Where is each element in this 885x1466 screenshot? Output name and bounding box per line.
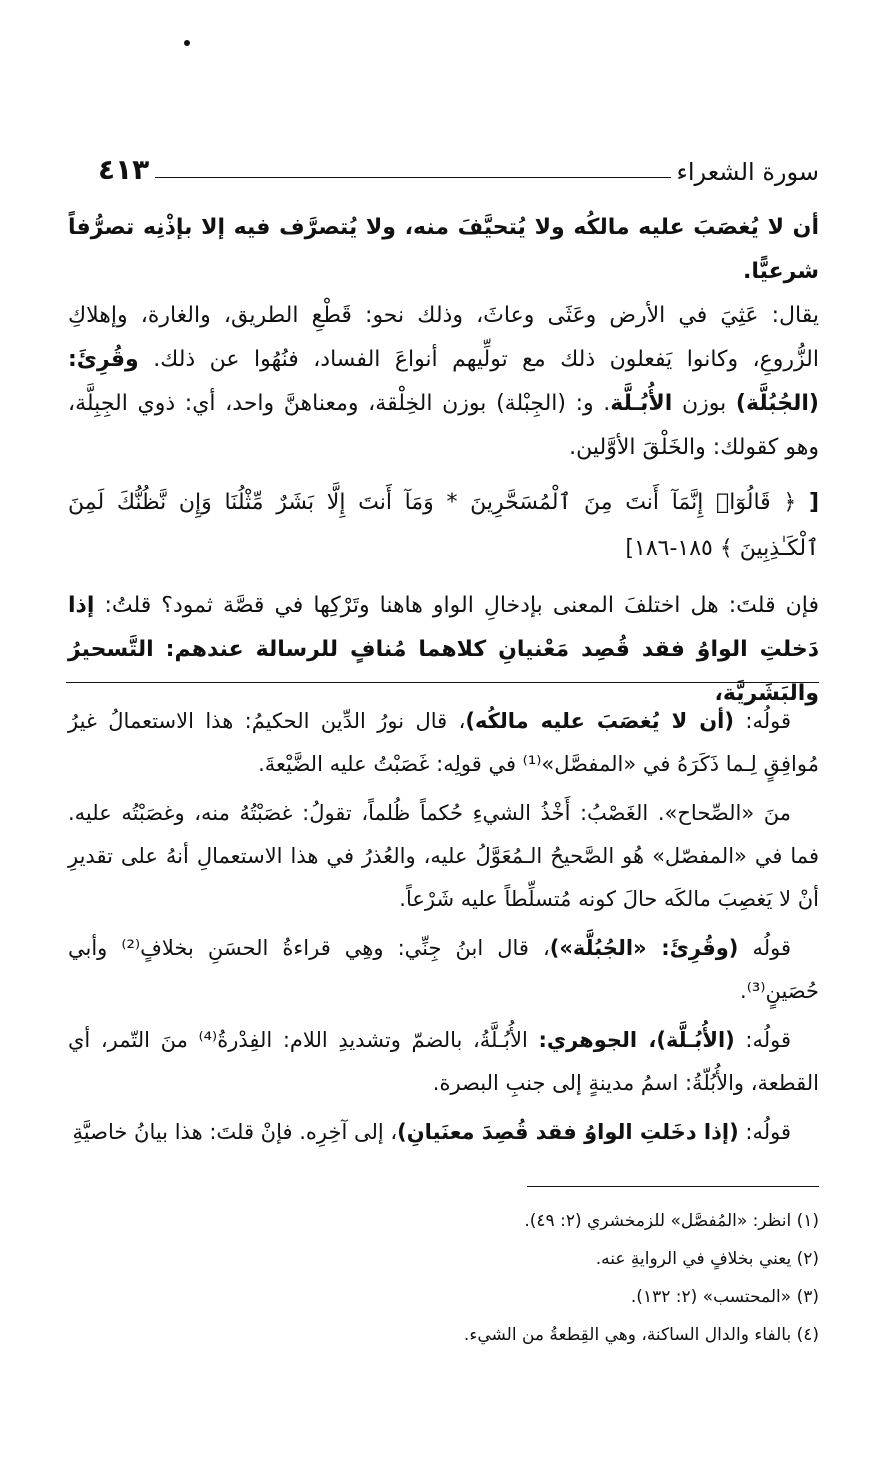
note-3-a: قولُه — [752, 936, 791, 960]
note-4-a: قولُه: — [745, 1028, 792, 1052]
verse-open-bracket: [ — [808, 490, 819, 515]
note-1-b: (أن لا يُغصَبَ عليه مالكُه) — [465, 709, 734, 733]
verse-text: ﴿ قَالُوٓا۟ إِنَّمَآ أَنتَ مِنَ ٱلْمُسَحَّرِينَ * وَمَآ أَنتَ إِلَّا بَشَرٌ مِّثْلُنَا وَإِن نَّظُنُّكَ لَمِنَ ٱلْكَـٰذِبِينَ ﴾ — [68, 490, 819, 561]
main-q-b: إذا دَخلتِ الواوُ فقد قُصِد مَعْنيانِ كلاهما مُنافٍ للرسالة عندهم: التَّسحيرُ والبَشَريَّة، — [68, 593, 819, 706]
main-text — [68, 206, 819, 716]
footnote-3: (٣) «المحتسب» (٢: ١٣٢). — [630, 1287, 819, 1307]
commentary — [68, 700, 819, 1160]
footnote-4: (٤) بالفاء والدال الساكنة، وهي القِطعةُ من الشيء. — [463, 1325, 819, 1345]
footnotes — [200, 1202, 819, 1354]
note-4 — [68, 1019, 819, 1105]
main-paragraph-3 — [68, 584, 819, 716]
main-p2-e: . و: (الجِبْلة) بوزن الخِلْقة، ومعناهنَّ واحد، أي: ذوي الجِبِلَّة، وهو كقولك: والخَلْقَ الأوَّلين. — [68, 391, 819, 460]
footnote-rule — [527, 1186, 819, 1187]
note-4-b: (الأُبُـلَّة)، الجوهري: — [538, 1028, 735, 1052]
main-p2-b: وقُرِئَ: (الجُبُلَّة) — [68, 347, 819, 416]
note-1-a: قولُه: — [745, 709, 791, 733]
running-header — [98, 146, 819, 186]
footnote-1: (١) انظر: «المُفصَّل» للزمخشري (٢: ٤٩). — [524, 1211, 819, 1231]
stray-dot — [184, 40, 190, 46]
quran-verse — [68, 480, 819, 572]
main-paragraph-1 — [68, 206, 819, 294]
note-1-c: ، قال نورُ الدِّين الحكيمُ: هذا الاستعمالُ غيرُ مُوافِقٍ لِـما ذَكَرَهُ في «المفصَّل»⁽¹⁾ في قولِه: غَصَبْتُ عليه الضَّيْعةَ. — [68, 709, 819, 776]
note-3 — [68, 927, 819, 1013]
note-3-c: ، قال ابنُ جِنِّي: وهِي قراءةُ الحسَنِ بخلافٍ⁽²⁾ وأبي حُصَينٍ⁽³⁾. — [68, 936, 819, 1003]
note-2-text: منَ «الصِّحاح». الغَصْبُ: أَخْذُ الشيءِ حُكماً ظُلماً، تقولُ: غصَبْتُهُ منه، وغصَبْتُه عليه. فما في «المفصّل» هُو الصَّحيحُ الـمُعَوَّلُ عليه، والعُذرُ في هذا الاستعمالِ أنهُ على تقديرِ أنْ لا يَغصِبَ مالكَه حالَ كونه مُتسلِّطاً عليه شَرْعاً. — [68, 801, 819, 911]
note-5 — [68, 1111, 819, 1154]
main-p1-bold: أن لا يُغصَبَ عليه مالكُه ولا يُتحيَّفَ منه، ولا يُتصرَّف فيه إلا بإذْنِه تصرُّفاً شرعيًّا. — [68, 215, 819, 284]
main-p2-d: الأُبُـلَّة — [610, 391, 673, 416]
main-p2-c: بوزن — [681, 391, 727, 416]
main-p2-a: يقال: عَثِيَ في الأرض وعَثَى وعاثَ، وذلك نحو: قَطْعِ الطريق، والغارة، وإهلاكِ الزُّروعِ، وكانوا يَفعلون ذلك مع تولِّيهم أنواعَ الفساد، فنُهُوا عن ذلك. — [68, 303, 819, 372]
note-4-c: الأُبُـلَّةُ، بالضمّ وتشديدِ اللام: الفِدْرةُ⁽⁴⁾ منَ التّمر، أي القطعة، والأُبُلّةُ: اسمُ مدينةٍ إلى جنبِ البصرة. — [68, 1028, 819, 1095]
note-3-b: (وقُرِئَ: «الجُبُلَّة») — [549, 936, 739, 960]
note-1 — [68, 700, 819, 786]
note-2 — [68, 792, 819, 921]
commentary-divider — [66, 682, 819, 683]
main-paragraph-2 — [68, 294, 819, 470]
verse-reference: ١٨٥-١٨٦] — [625, 536, 713, 561]
note-5-c: ، إلى آخِرِه. فإنْ قلتَ: هذا بيانُ خاصيَّةِ — [72, 1120, 398, 1144]
surah-title: سورة الشعراء — [676, 158, 819, 186]
page-number: ٤١٣ — [98, 153, 150, 186]
header-rule — [155, 177, 670, 178]
note-5-a: قولُه: — [745, 1120, 791, 1144]
note-5-b: (إذا دخَلتِ الواوُ فقد قُصِدَ معنَيانِ) — [397, 1120, 739, 1144]
main-q-a: فإن قلتَ: هل اختلفَ المعنى بإدخالِ الواو هاهنا وتَرْكِها في قصَّة ثمود؟ قلتُ: — [104, 593, 820, 618]
footnote-2: (٢) يعني بخلافٍ في الروايةِ عنه. — [595, 1249, 819, 1269]
